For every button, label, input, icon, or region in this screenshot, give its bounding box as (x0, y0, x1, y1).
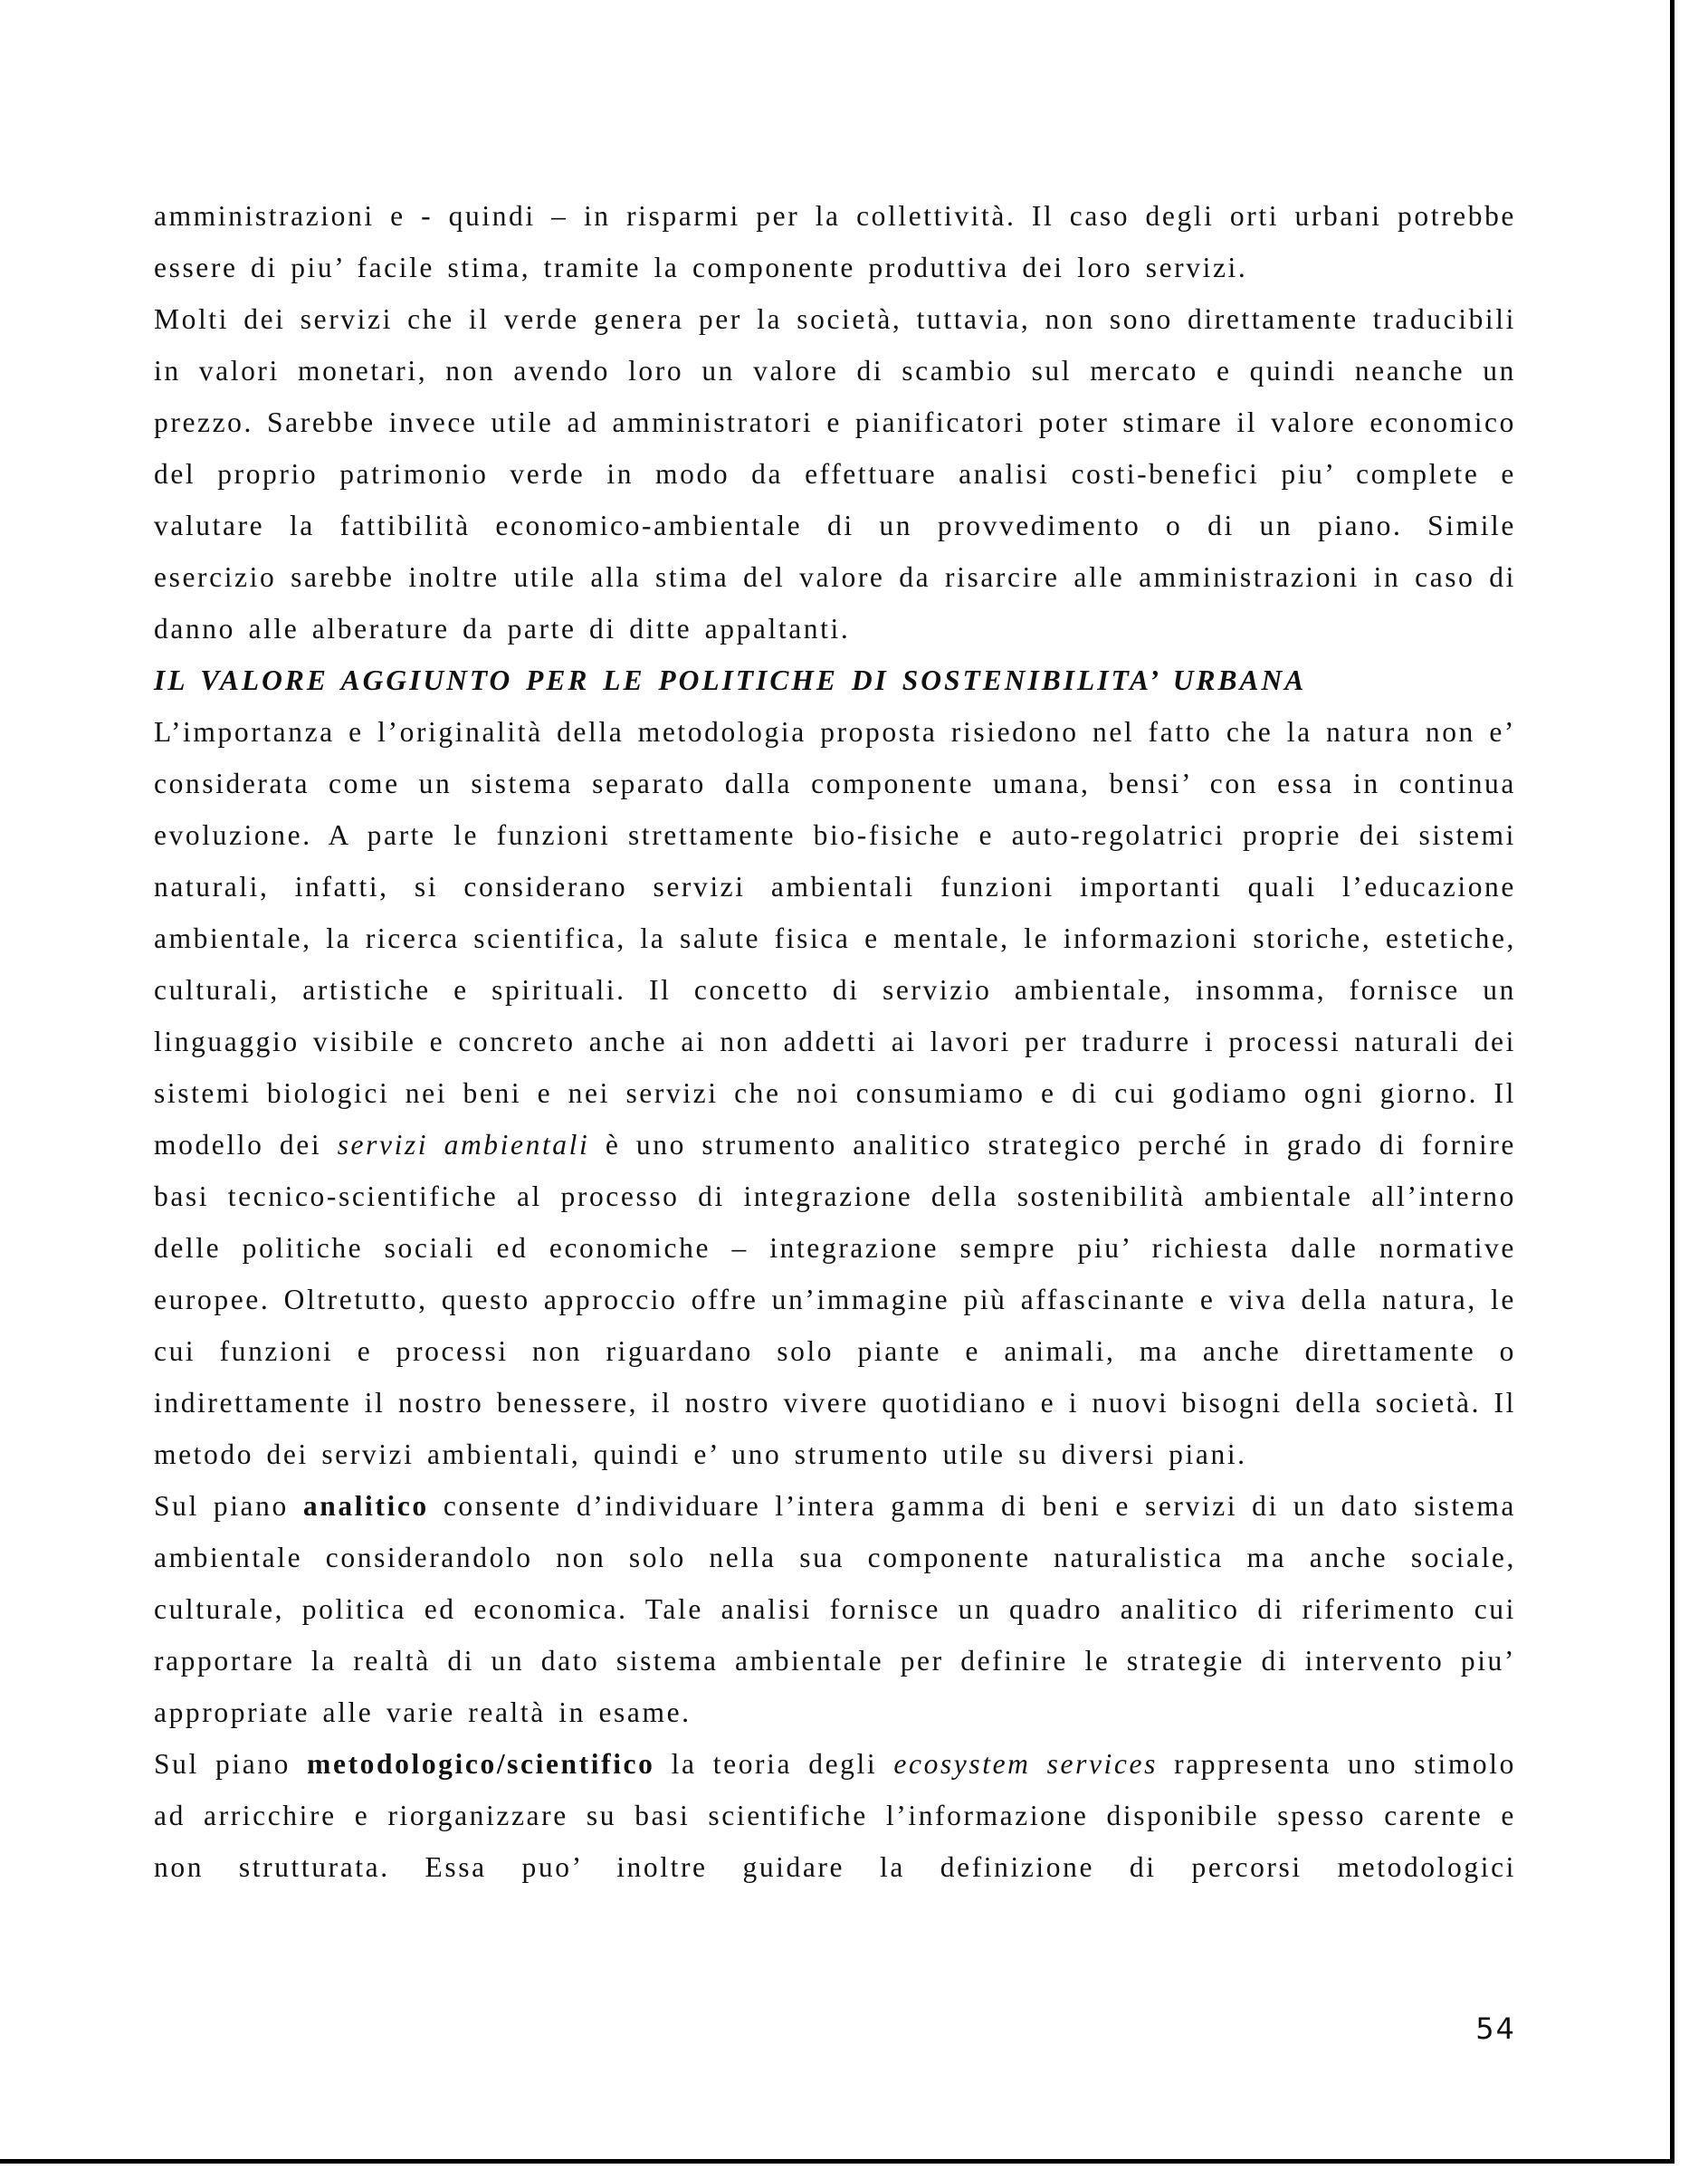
paragraph-5 (154, 1738, 1516, 1893)
paragraph-text: la teoria degli (654, 1748, 894, 1780)
paragraph-text: L’importanza e l’originalità della metodologia proposta risiedono nel fatto che la natura non e’ considerata come un sistema separato dalla componente umana, bensi’ con essa in continua evoluzione. A parte le funzioni strettamente bio-fisiche e auto-regolatrici proprie dei sistemi naturali, infatti, si considerano servizi ambientali funzioni importanti quali l’educazione ambientale, la ricerca scientifica, la salute fisica e mentale, le informazioni storiche, estetiche, culturali, artistiche e spirituali. Il concetto di servizio ambientale, insomma, fornisce un linguaggio visibile e concreto anche ai non addetti ai lavori per tradurre i processi naturali dei sistemi biologici nei beni e nei servizi che noi consumiamo e di cui godiamo ogni giorno. Il modello dei (154, 716, 1516, 1161)
paragraph-3 (154, 706, 1516, 1480)
bold-term-analitico: analitico (302, 1490, 429, 1522)
section-heading: IL VALORE AGGIUNTO PER LE POLITICHE DI SOSTENIBILITA’ URBANA (154, 664, 1307, 696)
paragraph-text: Sul piano (154, 1490, 303, 1522)
italic-term-servizi-ambientali: servizi ambientali (337, 1129, 590, 1161)
paragraph-text: è uno strumento analitico strategico perché in grado di fornire basi tecnico-scientifiche al processo di integrazione della sostenibilità ambientale all’interno delle politiche sociali ed economiche – integrazione sempre piu’ richiesta dalle normative europee. Oltretutto, questo approccio offre un’immagine più affascinante e viva della natura, le cui funzioni e processi non riguardano solo piante e animali, ma anche direttamente o indirettamente il nostro benessere, il nostro vivere quotidiano e i nuovi bisogni della società. Il metodo dei servizi ambientali, quindi e’ uno strumento utile su diversi piani. (154, 1129, 1517, 1470)
bold-term-metodologico-scientifico: metodologico/scientifico (307, 1748, 655, 1780)
paragraph-4 (154, 1480, 1516, 1738)
italic-term-ecosystem-services: ecosystem services (893, 1748, 1158, 1780)
page-body (154, 190, 1516, 1893)
paragraph-text: Sul piano (154, 1748, 308, 1780)
paragraph-2 (154, 293, 1516, 655)
paragraph-text: amministrazioni e - quindi – in risparmi per la collettività. Il caso degli orti urbani potrebbe essere di piu’ facile stima, tramite la componente produttiva dei loro servizi. (154, 200, 1516, 283)
paragraph-1 (154, 190, 1516, 293)
paragraph-text: consente d’individuare l’intera gamma di beni e servizi di un dato sistema ambientale considerandolo non solo nella sua componente naturalistica ma anche sociale, culturale, politica ed economica. Tale analisi fornisce un quadro analitico di riferimento cui rapportare la realtà di un dato sistema ambientale per definire le strategie di intervento piu’ appropriate alle varie realtà in esame. (154, 1490, 1516, 1728)
paragraph-text: Molti dei servizi che il verde genera per la società, tuttavia, non sono direttamente traducibili in valori monetari, non avendo loro un valore di scambio sul mercato e quindi neanche un prezzo. Sarebbe invece utile ad amministratori e pianificatori poter stimare il valore economico del proprio patrimonio verde in modo da effettuare analisi costi-benefici piu’ complete e valutare la fattibilità economico-ambientale di un provvedimento o di un piano. Simile esercizio sarebbe inoltre utile alla stima del valore da risarcire alle amministrazioni in caso di danno alle alberature da parte di ditte appaltanti. (154, 303, 1516, 645)
page-number: 54 (1475, 2011, 1516, 2046)
paragraph-text: rappresenta uno stimolo ad arricchire e riorganizzare su basi scientifiche l’informazione disponibile spesso carente e non strutturata. Essa puo’ inoltre guidare la definizione di percorsi metodologici (154, 1748, 1516, 1883)
